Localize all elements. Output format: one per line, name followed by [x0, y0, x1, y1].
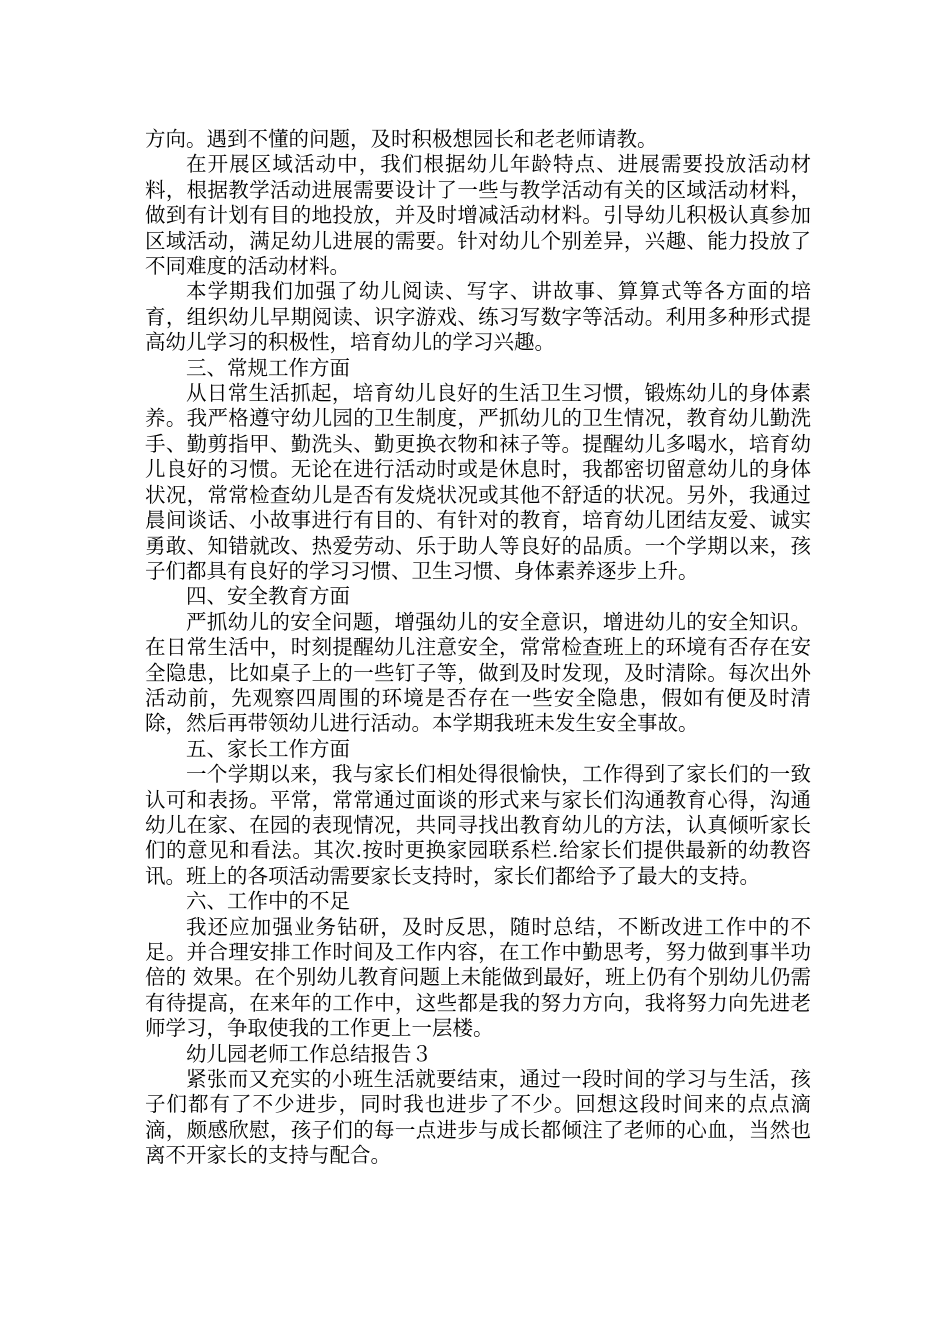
- document-body: [145, 127, 811, 1169]
- paragraph-continuation: 方向。遇到不懂的问题，及时积极想园长和老老师请教。: [145, 127, 658, 151]
- paragraph-safety-education: 严抓幼儿的安全问题，增强幼儿的安全意识，增进幼儿的安全知识。在日常生活中，时刻提醒幼儿注意安全，常常检查班上的环境有否存在安全隐患，比如桌子上的一些钉子等，做到及时发现，及时清除。每次出外活动前，先观察四周围的环境是否存在一些安全隐患，假如有便及时清除，然后再带领幼儿进行活动。本学期我班未发生安全事故。: [145, 609, 811, 736]
- paragraph-reading-writing: 本学期我们加强了幼儿阅读、写字、讲故事、算算式等各方面的培育，组织幼儿早期阅读、识字游戏、练习写数字等活动。利用多种形式提高幼儿学习的积极性，培育幼儿的学习兴趣。: [145, 279, 811, 355]
- report-title-3: 幼儿园老师工作总结报告３: [186, 1041, 432, 1066]
- paragraph-parent-work: 一个学期以来，我与家长们相处得很愉快，工作得到了家长们的一致认可和表扬。平常，常常通过面谈的形式来与家长们沟通教育心得，沟通幼儿在家、在园的表现情况，共同寻找出教育幼儿的方法，认真倾听家长们的意见和看法。其次.按时更换家园联系栏.给家长们提供最新的幼教咨讯。班上的各项活动需要家长支持时，家长们都给予了最大的支持。: [145, 762, 811, 888]
- section-heading-safety-education: 四、安全教育方面: [186, 584, 350, 609]
- section-heading-shortcomings: 六、工作中的不足: [186, 889, 350, 914]
- paragraph-routine-work: 从日常生活抓起，培育幼儿良好的生活卫生习惯，锻炼幼儿的身体素养。我严格遵守幼儿园的卫生制度，严抓幼儿的卫生情况，教育幼儿勤洗手、勤剪指甲、勤洗头、勤更换衣物和袜子等。提醒幼儿多喝水，培育幼儿良好的习惯。无论在进行活动时或是休息时，我都密切留意幼儿的身体状况，常常检查幼儿是否有发烧状况或其他不舒适的状况。另外，我通过晨间谈话、小故事进行有目的、有针对的教育，培育幼儿团结友爱、诚实勇敢、知错就改、热爱劳动、乐于助人等良好的品质。一个学期以来，孩子们都具有良好的学习习惯、卫生习惯、身体素养逐步上升。: [145, 381, 811, 583]
- section-heading-parent-work: 五、家长工作方面: [186, 736, 350, 761]
- paragraph-report-3-intro: 紧张而又充实的小班生活就要结束，通过一段时间的学习与生活，孩子们都有了不少进步，同时我也进步了不少。回想这段时间来的点点滴滴，颇感欣慰，孩子们的每一点进步与成长都倾注了老师的心血，当然也离不开家长的支持与配合。: [145, 1067, 811, 1168]
- section-heading-routine-work: 三、常规工作方面: [186, 355, 350, 380]
- paragraph-regional-activities: 在开展区域活动中，我们根据幼儿年龄特点、进展需要投放活动材料，根据教学活动进展需要设计了一些与教学活动有关的区域活动材料，做到有计划有目的地投放，并及时增减活动材料。引导幼儿积极认真参加区域活动，满足幼儿进展的需要。针对幼儿个别差异，兴趣、能力投放了不同难度的活动材料。: [145, 152, 811, 279]
- paragraph-shortcomings: 我还应加强业务钻研，及时反思，随时总结，不断改进工作中的不足。并合理安排工作时间及工作内容，在工作中勤思考，努力做到事半功倍的 效果。在个别幼儿教育问题上未能做到最好，班上仍有个别幼儿仍需有待提高，在来年的工作中，这些都是我的努力方向，我将努力向先进老师学习，争取使我的工作更上一层楼。: [145, 914, 811, 1041]
